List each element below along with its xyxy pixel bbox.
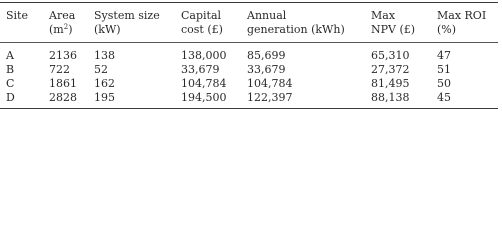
cell-capital-cost: 33,679 [181,63,220,76]
cell-area: 2136 [49,49,77,62]
cell-annual-generation: 85,699 [247,49,286,62]
cell-capital-cost: 194,500 [181,91,227,104]
cell-annual-generation: 33,679 [247,63,286,76]
table-header-row [0,3,498,42]
cell-site: B [6,63,15,76]
cell-max-roi: 51 [437,63,451,76]
cell-max-npv: 88,138 [371,91,410,104]
cell-max-npv: 65,310 [371,49,410,62]
header-annual-generation: Annual generation (kWh) [247,9,345,36]
cell-max-npv: 81,495 [371,77,410,90]
cell-system-size: 195 [94,91,115,104]
cell-max-npv: 27,372 [371,63,410,76]
cell-max-roi: 47 [437,49,451,62]
header-max-roi: Max ROI (%) [437,9,487,36]
cell-max-roi: 50 [437,77,451,90]
cell-system-size: 52 [94,63,108,76]
header-max-npv: Max NPV (£) [371,9,416,36]
table-row [0,77,498,91]
site-comparison-table [0,3,498,42]
cell-area: 722 [49,63,70,76]
data-table-container [0,2,498,109]
table-row [0,91,498,108]
cell-system-size: 162 [94,77,115,90]
header-system-size: System size (kW) [94,9,160,36]
cell-system-size: 138 [94,49,115,62]
cell-capital-cost: 138,000 [181,49,227,62]
cell-annual-generation: 104,784 [247,77,293,90]
cell-max-roi: 45 [437,91,451,104]
table-bottom-rule [0,108,498,109]
header-capital-cost: Capital cost (£) [181,9,223,36]
cell-site: D [6,91,15,104]
table-row [0,63,498,77]
table-row [0,43,498,63]
cell-capital-cost: 104,784 [181,77,227,90]
cell-area: 2828 [49,91,77,104]
header-area: Area $(m^2)$ [49,9,76,36]
cell-annual-generation: 122,397 [247,91,293,104]
site-comparison-table-body [0,43,498,108]
cell-area: 1861 [49,77,77,90]
cell-site: A [6,49,14,62]
header-site: Site [6,9,28,22]
cell-site: C [6,77,15,90]
